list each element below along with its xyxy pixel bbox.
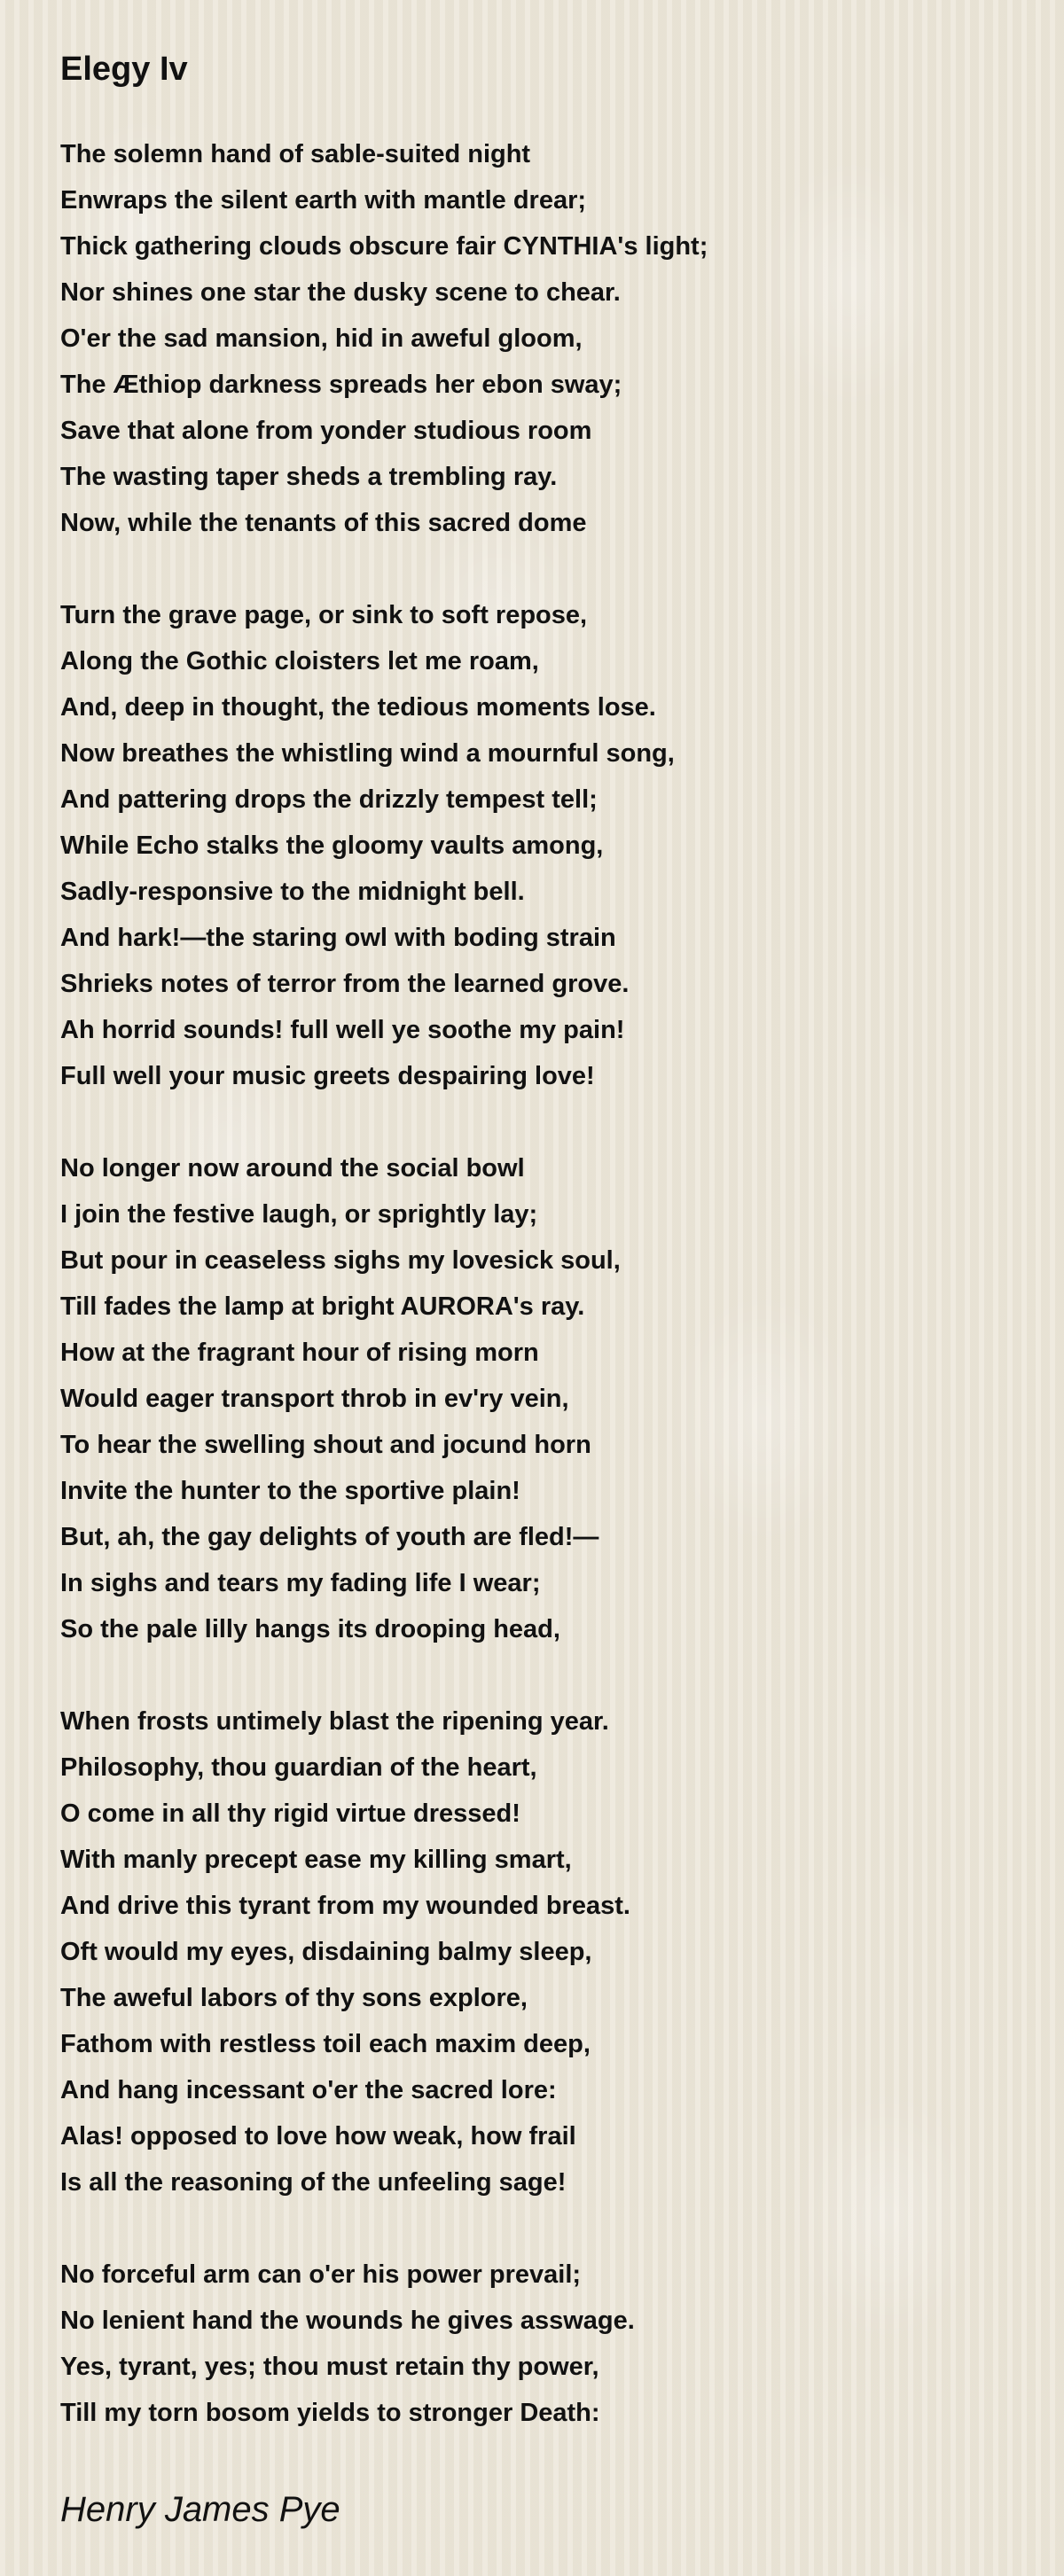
- poem-page: [60, 43, 1018, 2436]
- poem-line: Thick gathering clouds obscure fair CYNTHIA's light;: [60, 232, 708, 261]
- poem-line: No longer now around the social bowl: [60, 1154, 525, 1183]
- poem-line: Ah horrid sounds! full well ye soothe my pain!: [60, 1016, 625, 1044]
- poem-line: How at the fragrant hour of rising morn: [60, 1339, 539, 1367]
- poem-line: The Æthiop darkness spreads her ebon sway;: [60, 371, 622, 399]
- poem-line: Would eager transport throb in ev'ry vein,: [60, 1385, 569, 1413]
- poem-line: Enwraps the silent earth with mantle drear;: [60, 186, 587, 215]
- stanza: [60, 592, 1018, 1099]
- poem-line: While Echo stalks the gloomy vaults among,: [60, 831, 604, 860]
- poem-line: Now breathes the whistling wind a mournful song,: [60, 739, 675, 768]
- poem-line: Till my torn bosom yields to stronger Death:: [60, 2399, 600, 2427]
- poem-line: And, deep in thought, the tedious moments lose.: [60, 693, 656, 722]
- poem-line: Now, while the tenants of this sacred dome: [60, 509, 587, 537]
- poem-line: And hark!—the staring owl with boding strain: [60, 924, 616, 952]
- stanza: [60, 131, 1018, 546]
- poem-line: Save that alone from yonder studious room: [60, 417, 592, 445]
- stanza: [60, 1698, 1018, 2205]
- poem-line: And pattering drops the drizzly tempest tell;: [60, 785, 598, 814]
- poem-body: [60, 131, 1018, 2436]
- poem-line: To hear the swelling shout and jocund horn: [60, 1431, 591, 1459]
- poem-line: With manly precept ease my killing smart,: [60, 1846, 572, 1874]
- poem-line: Shrieks notes of terror from the learned grove.: [60, 970, 630, 998]
- poem-line: Full well your music greets despairing love!: [60, 1062, 595, 1090]
- poem-line: O come in all thy rigid virtue dressed!: [60, 1799, 520, 1828]
- poem-line: Turn the grave page, or sink to soft repose,: [60, 601, 588, 629]
- poem-line: No lenient hand the wounds he gives asswage.: [60, 2307, 635, 2335]
- poem-line: But, ah, the gay delights of youth are fled!—: [60, 1523, 599, 1551]
- poem-line: Fathom with restless toil each maxim deep,: [60, 2030, 591, 2058]
- poem-line: Sadly-responsive to the midnight bell.: [60, 878, 525, 906]
- poem-line: The wasting taper sheds a trembling ray.: [60, 463, 558, 491]
- poem-line: Invite the hunter to the sportive plain!: [60, 1477, 520, 1505]
- poem-line: Nor shines one star the dusky scene to chear.: [60, 278, 621, 307]
- poem-line: And drive this tyrant from my wounded breast.: [60, 1892, 630, 1920]
- poem-line: Alas! opposed to love how weak, how frail: [60, 2122, 576, 2151]
- stanza: [60, 2252, 1018, 2436]
- poem-line: No forceful arm can o'er his power prevail;: [60, 2260, 582, 2289]
- poem-line: I join the festive laugh, or sprightly lay;: [60, 1200, 538, 1229]
- poem-title: Elegy Iv: [60, 51, 188, 88]
- poem-line: When frosts untimely blast the ripening year.: [60, 1707, 609, 1736]
- poem-line: Is all the reasoning of the unfeeling sage!: [60, 2168, 567, 2197]
- poem-line: Philosophy, thou guardian of the heart,: [60, 1753, 537, 1782]
- poem-line: The solemn hand of sable-suited night: [60, 140, 531, 168]
- poem-line: Oft would my eyes, disdaining balmy sleep,: [60, 1938, 592, 1966]
- poem-line: Along the Gothic cloisters let me roam,: [60, 647, 539, 675]
- poem-author: Henry James Pye: [60, 2490, 340, 2529]
- poem-line: In sighs and tears my fading life I wear;: [60, 1569, 541, 1597]
- poem-line: The aweful labors of thy sons explore,: [60, 1984, 528, 2012]
- poem-line: Yes, tyrant, yes; thou must retain thy power,: [60, 2353, 599, 2381]
- poem-line: But pour in ceaseless sighs my lovesick soul,: [60, 1246, 621, 1275]
- poem-line: So the pale lilly hangs its drooping head,: [60, 1615, 560, 1643]
- poem-line: Till fades the lamp at bright AURORA's ray.: [60, 1292, 585, 1321]
- poem-line: And hang incessant o'er the sacred lore:: [60, 2076, 557, 2104]
- stanza: [60, 1145, 1018, 1652]
- poem-line: O'er the sad mansion, hid in aweful gloom,: [60, 324, 583, 353]
